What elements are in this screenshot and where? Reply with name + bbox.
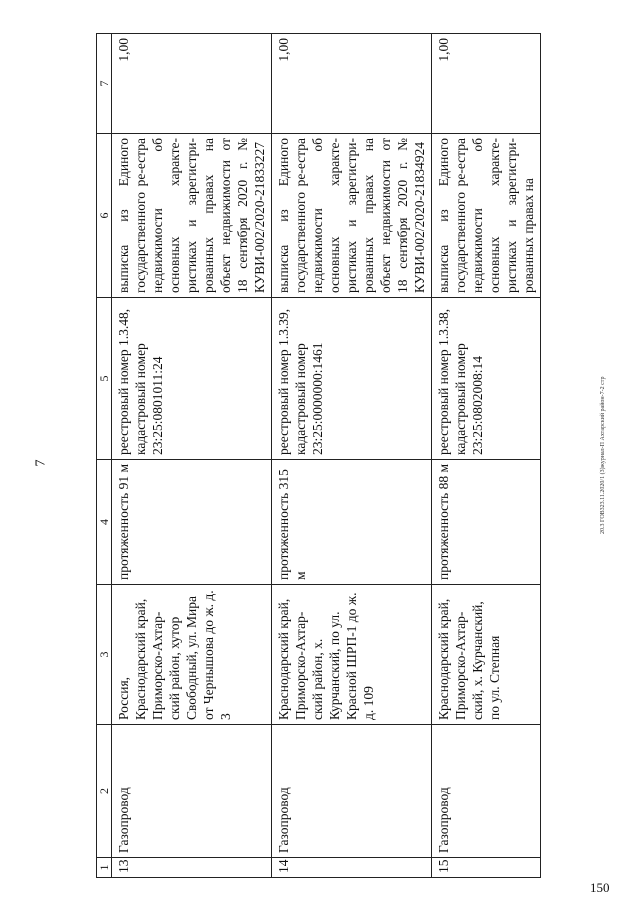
object-length: протяженность 88 м bbox=[432, 460, 541, 585]
page-number: 150 bbox=[590, 880, 610, 895]
object-length: протяженность 91 м bbox=[112, 460, 272, 585]
col-header-4: 4 bbox=[97, 460, 112, 585]
rotated-table-wrapper bbox=[96, 34, 536, 878]
col-header-6: 6 bbox=[97, 134, 112, 298]
table-row bbox=[112, 34, 272, 878]
registry-number: реестровый номер 1.3.48, кадастровый номер 23:25:0801011:24 bbox=[112, 298, 272, 460]
col-header-7: 7 bbox=[97, 34, 112, 134]
object-address: Краснодарский край, Приморско-Ахтар-ский район, х. Курчанский, по ул. Красной ШРП-1 до ж. д. 109 bbox=[272, 585, 432, 725]
col-header-2: 2 bbox=[97, 725, 112, 858]
basis-document: выписка из Единого государственного ре-естра недвижимости об основных характе-ристиках и зарегистри-рованных правах на bbox=[432, 134, 541, 298]
sheet-number: 7 bbox=[33, 459, 49, 467]
object-name: Газопровод bbox=[432, 725, 541, 858]
property-table bbox=[96, 33, 541, 878]
object-name: Газопровод bbox=[272, 725, 432, 858]
object-value: 1,00 bbox=[112, 34, 272, 134]
col-header-1: 1 bbox=[97, 858, 112, 878]
registry-number: реестровый номер 1.3.38, кадастровый номер 23:25:0802008:14 bbox=[432, 298, 541, 460]
col-header-3: 3 bbox=[97, 585, 112, 725]
object-address: Краснодарский край, Приморско-Ахтар-ский, х. Курчанский, по ул. Степная bbox=[432, 585, 541, 725]
row-number: 13 bbox=[112, 858, 272, 878]
row-number: 15 bbox=[432, 858, 541, 878]
basis-document: выписка из Единого государственного ре-естра недвижимости об основных характе-ристиках и зарегистри-рованных правах на объект недвижимости от 18 сентября 2020 г. № КУВИ-002/2020-21834924 bbox=[272, 134, 432, 298]
table-row bbox=[432, 34, 541, 878]
registry-number: реестровый номер 1.3.39, кадастровый номер 23:25:0000000:1461 bbox=[272, 298, 432, 460]
footer-code: 20.3 ГОВ323.11.2020/1 (3)журнал-П Ахтарский район-7-2 стр bbox=[600, 376, 606, 534]
object-value: 1,00 bbox=[432, 34, 541, 134]
column-number-row bbox=[97, 34, 112, 878]
object-value: 1,00 bbox=[272, 34, 432, 134]
basis-document: выписка из Единого государственного ре-естра недвижимости об основных характе-ристиках и зарегистри-рованных правах на объект недвижимости от 18 сентября 2020 г. № КУВИ-002/2020-21833227 bbox=[112, 134, 272, 298]
col-header-5: 5 bbox=[97, 298, 112, 460]
object-address: Россия, Краснодарский край, Приморско-Ахтар-ский район, хутор Свободный, ул. Мира от Чернышова до ж. д. 3 bbox=[112, 585, 272, 725]
table-row bbox=[272, 34, 432, 878]
object-length: протяженность 315 м bbox=[272, 460, 432, 585]
row-number: 14 bbox=[272, 858, 432, 878]
object-name: Газопровод bbox=[112, 725, 272, 858]
